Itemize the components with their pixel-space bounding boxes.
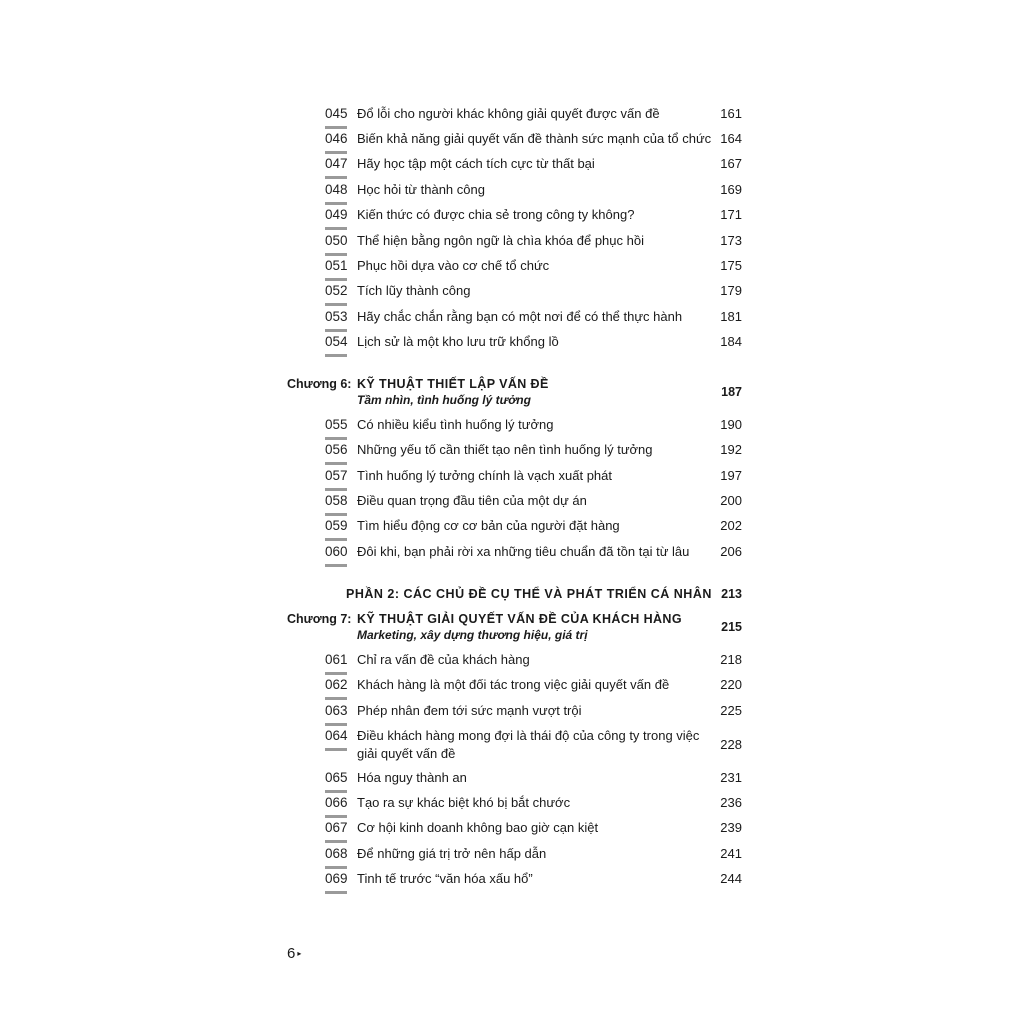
number-underline bbox=[325, 253, 347, 256]
entry-page: 200 bbox=[720, 493, 742, 508]
entry-page: 161 bbox=[720, 106, 742, 121]
entry-number: 058 bbox=[325, 493, 348, 508]
entry-number: 065 bbox=[325, 770, 348, 785]
entry-number: 050 bbox=[325, 233, 348, 248]
toc-entry-065[interactable] bbox=[0, 769, 1024, 793]
entry-page: 225 bbox=[720, 703, 742, 718]
entry-title: Tinh tế trước “văn hóa xấu hổ” bbox=[357, 871, 533, 886]
entry-page: 206 bbox=[720, 544, 742, 559]
entry-title: Học hỏi từ thành công bbox=[357, 182, 485, 197]
chapter-page: 187 bbox=[721, 385, 742, 399]
entry-title: Tích lũy thành công bbox=[357, 283, 471, 298]
entry-number: 069 bbox=[325, 871, 348, 886]
entry-page: 164 bbox=[720, 131, 742, 146]
number-underline bbox=[325, 723, 347, 726]
entry-title: Điều khách hàng mong đợi là thái độ của công ty trong việc giải quyết vấn đề bbox=[357, 728, 700, 761]
entry-number: 049 bbox=[325, 207, 348, 222]
toc-entry-063[interactable] bbox=[0, 702, 1024, 726]
number-underline bbox=[325, 672, 347, 675]
entry-page: 218 bbox=[720, 652, 742, 667]
number-underline bbox=[325, 462, 347, 465]
number-underline bbox=[325, 176, 347, 179]
entry-page: 192 bbox=[720, 442, 742, 457]
entry-number: 045 bbox=[325, 106, 348, 121]
entry-title: Lịch sử là một kho lưu trữ khổng lồ bbox=[357, 334, 559, 349]
entry-page: 239 bbox=[720, 820, 742, 835]
entry-title: Chỉ ra vấn đề của khách hàng bbox=[357, 652, 530, 667]
entry-number: 068 bbox=[325, 846, 348, 861]
number-underline bbox=[325, 815, 347, 818]
number-underline bbox=[325, 151, 347, 154]
entry-title: Hóa nguy thành an bbox=[357, 770, 467, 785]
number-underline bbox=[325, 126, 347, 129]
toc-entry-046[interactable] bbox=[0, 130, 1024, 154]
entry-title: Đổ lỗi cho người khác không giải quyết được vấn đề bbox=[357, 106, 660, 121]
entry-number: 059 bbox=[325, 518, 348, 533]
entry-number: 046 bbox=[325, 131, 348, 146]
number-underline bbox=[325, 538, 347, 541]
toc-entry-048[interactable] bbox=[0, 181, 1024, 205]
number-underline bbox=[325, 488, 347, 491]
entry-number: 053 bbox=[325, 309, 348, 324]
entry-page: 197 bbox=[720, 468, 742, 483]
toc-entry-067[interactable] bbox=[0, 819, 1024, 843]
entry-title: Phép nhân đem tới sức mạnh vượt trội bbox=[357, 703, 582, 718]
toc-entry-056[interactable] bbox=[0, 441, 1024, 465]
number-underline bbox=[325, 564, 347, 567]
entry-page: 167 bbox=[720, 156, 742, 171]
number-underline bbox=[325, 278, 347, 281]
entry-page: 169 bbox=[720, 182, 742, 197]
entry-title: Đôi khi, bạn phải rời xa những tiêu chuẩn đã tồn tại từ lâu bbox=[357, 544, 690, 559]
toc-entry-068[interactable] bbox=[0, 845, 1024, 869]
toc-entry-069[interactable] bbox=[0, 870, 1024, 894]
number-underline bbox=[325, 748, 347, 751]
entry-title: Có nhiều kiểu tình huống lý tưởng bbox=[357, 417, 554, 432]
toc-entry-058[interactable] bbox=[0, 492, 1024, 516]
number-underline bbox=[325, 227, 347, 230]
number-underline bbox=[325, 202, 347, 205]
entry-page: 173 bbox=[720, 233, 742, 248]
toc-entry-053[interactable] bbox=[0, 308, 1024, 332]
entry-title: Tạo ra sự khác biệt khó bị bắt chước bbox=[357, 795, 571, 810]
number-underline bbox=[325, 866, 347, 869]
entry-title: Khách hàng là một đối tác trong việc giải quyết vấn đề bbox=[357, 677, 670, 692]
entry-title: Thể hiện bằng ngôn ngữ là chìa khóa để phục hồi bbox=[357, 233, 644, 248]
entry-title: Tìm hiểu động cơ cơ bản của người đặt hàng bbox=[357, 518, 620, 533]
entry-page: 202 bbox=[720, 518, 742, 533]
chapter-title: KỸ THUẬT GIẢI QUYẾT VẤN ĐỀ CỦA KHÁCH HÀNG bbox=[357, 612, 682, 626]
chapter-title: KỸ THUẬT THIẾT LẬP VẤN ĐỀ bbox=[357, 377, 549, 391]
part-page: 213 bbox=[721, 587, 742, 601]
number-underline bbox=[325, 437, 347, 440]
entry-number: 051 bbox=[325, 258, 348, 273]
entry-title: Kiến thức có được chia sẻ trong công ty không? bbox=[357, 207, 635, 222]
toc-entry-055[interactable] bbox=[0, 416, 1024, 440]
entry-number: 052 bbox=[325, 283, 348, 298]
toc-entry-051[interactable] bbox=[0, 257, 1024, 281]
number-underline bbox=[325, 354, 347, 357]
entry-number: 047 bbox=[325, 156, 348, 171]
entry-title: Để những giá trị trở nên hấp dẫn bbox=[357, 846, 547, 861]
entry-number: 067 bbox=[325, 820, 348, 835]
entry-title: Điều quan trọng đầu tiên của một dự án bbox=[357, 493, 587, 508]
number-underline bbox=[325, 891, 347, 894]
entry-number: 048 bbox=[325, 182, 348, 197]
toc-entry-060[interactable] bbox=[0, 543, 1024, 567]
page-footer bbox=[287, 945, 301, 963]
entry-number: 060 bbox=[325, 544, 348, 559]
entry-page: 236 bbox=[720, 795, 742, 810]
entry-title: Tình huống lý tưởng chính là vạch xuất phát bbox=[357, 468, 612, 483]
toc-entry-045[interactable] bbox=[0, 105, 1024, 129]
triangle-marker-icon: ▸ bbox=[297, 949, 302, 959]
entry-page: 181 bbox=[720, 309, 742, 324]
toc-entry-049[interactable] bbox=[0, 206, 1024, 230]
entry-title: Cơ hội kinh doanh không bao giờ cạn kiệt bbox=[357, 820, 599, 835]
entry-page: 228 bbox=[720, 737, 742, 752]
entry-page: 244 bbox=[720, 871, 742, 886]
part-2-heading[interactable] bbox=[0, 586, 1024, 604]
entry-page: 184 bbox=[720, 334, 742, 349]
entry-number: 061 bbox=[325, 652, 348, 667]
entry-page: 179 bbox=[720, 283, 742, 298]
entry-title: Những yếu tố cần thiết tạo nên tình huống lý tưởng bbox=[357, 442, 653, 457]
toc-entry-061[interactable] bbox=[0, 651, 1024, 675]
number-underline bbox=[325, 840, 347, 843]
toc-entry-059[interactable] bbox=[0, 517, 1024, 541]
entry-title: Hãy học tập một cách tích cực từ thất bại bbox=[357, 156, 595, 171]
entry-page: 175 bbox=[720, 258, 742, 273]
chapter-label: Chương 7: bbox=[287, 612, 352, 626]
toc-entry-066[interactable] bbox=[0, 794, 1024, 818]
toc-entry-047[interactable] bbox=[0, 155, 1024, 179]
part-title: PHẦN 2: CÁC CHỦ ĐỀ CỤ THỂ VÀ PHÁT TRIỂN CÁ NHÂN bbox=[346, 587, 712, 601]
toc-entry-062[interactable] bbox=[0, 676, 1024, 700]
entry-page: 190 bbox=[720, 417, 742, 432]
number-underline bbox=[325, 329, 347, 332]
toc-entry-050[interactable] bbox=[0, 232, 1024, 256]
entry-page: 220 bbox=[720, 677, 742, 692]
toc-entry-054[interactable] bbox=[0, 333, 1024, 357]
toc-entry-064[interactable] bbox=[0, 727, 1024, 763]
number-underline bbox=[325, 790, 347, 793]
chapter-subtitle: Marketing, xây dựng thương hiệu, giá trị bbox=[357, 628, 588, 642]
entry-number: 062 bbox=[325, 677, 348, 692]
number-underline bbox=[325, 513, 347, 516]
number-underline bbox=[325, 303, 347, 306]
number-underline bbox=[325, 697, 347, 700]
entry-number: 066 bbox=[325, 795, 348, 810]
entry-number: 063 bbox=[325, 703, 348, 718]
page-number: 6 bbox=[287, 945, 296, 962]
entry-page: 171 bbox=[720, 207, 742, 222]
entry-title: Biến khả năng giải quyết vấn đề thành sức mạnh của tổ chức bbox=[357, 131, 712, 146]
chapter-subtitle: Tầm nhìn, tình huống lý tưởng bbox=[357, 393, 531, 407]
entry-number: 056 bbox=[325, 442, 348, 457]
entry-number: 057 bbox=[325, 468, 348, 483]
toc-entry-052[interactable] bbox=[0, 282, 1024, 306]
entry-title: Phục hồi dựa vào cơ chế tổ chức bbox=[357, 258, 550, 273]
entry-page: 241 bbox=[720, 846, 742, 861]
entry-page: 231 bbox=[720, 770, 742, 785]
entry-number: 055 bbox=[325, 417, 348, 432]
entry-number: 054 bbox=[325, 334, 348, 349]
chapter-page: 215 bbox=[721, 620, 742, 634]
entry-title: Hãy chắc chắn rằng bạn có một nơi để có thể thực hành bbox=[357, 309, 683, 324]
entry-number: 064 bbox=[325, 728, 348, 743]
chapter-label: Chương 6: bbox=[287, 377, 352, 391]
toc-entry-057[interactable] bbox=[0, 467, 1024, 491]
